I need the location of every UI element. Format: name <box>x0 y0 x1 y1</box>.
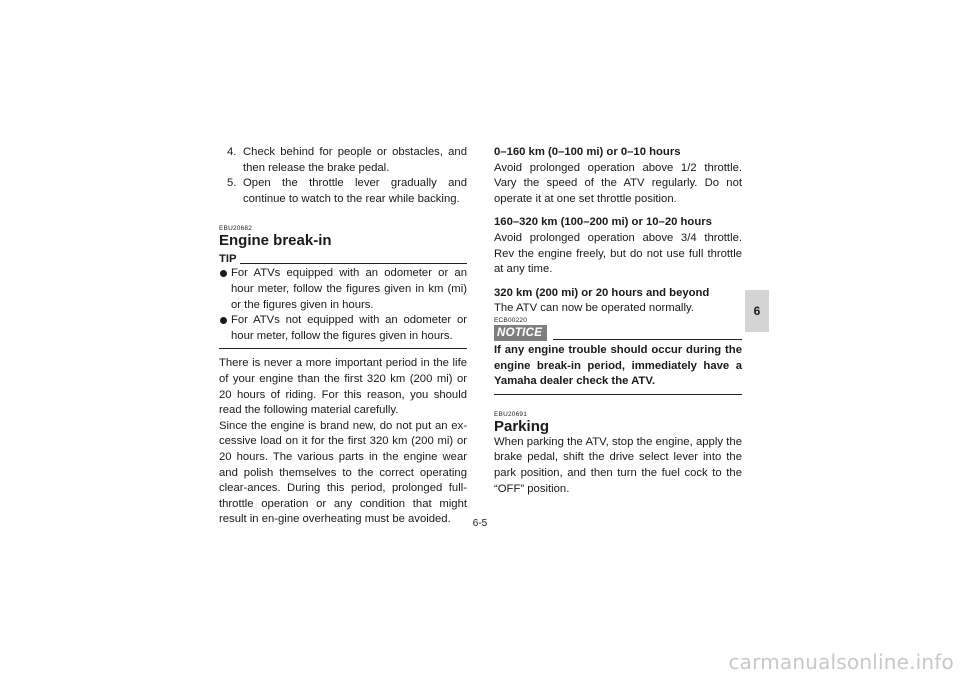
body-paragraph: Since the engine is brand new, do not put an ex-cessive load on it for the first 320 km (200 mi) or 20 hours. The various parts in the engine wear and polish themselves to the correct operating clear-ances. During this period, prolonged full-throttle operation or any condition that might result in en-gine overheating must be avoided. <box>219 419 467 526</box>
chapter-tab: 6 <box>745 290 769 332</box>
step-text: Open the throttle lever gradually and continue to watch to the rear while backing. <box>243 177 467 205</box>
stage-block <box>494 215 742 277</box>
page-number: 6-5 <box>472 518 488 529</box>
step-item <box>219 145 467 176</box>
step-text: Check behind for people or obstacles, and then release the brake pedal. <box>243 146 467 174</box>
tip-label: TIP <box>219 253 237 266</box>
stage-block <box>494 286 742 317</box>
stage-text: Avoid prolonged operation above 3/4 throttle. Rev the engine freely, but do not use full throttle at any time. <box>494 231 742 276</box>
tip-end-rule <box>219 348 467 349</box>
section-heading: Parking <box>494 417 550 435</box>
notice-label: NOTICE <box>494 325 547 341</box>
tip-rule <box>240 263 467 264</box>
section-code: EBU20691 <box>494 410 528 418</box>
section-heading: Engine break-in <box>219 232 332 250</box>
notice-rule <box>553 339 742 340</box>
tip-item <box>219 313 467 344</box>
tip-text: For ATVs not equipped with an odometer or hour meter, follow the figures given in hours. <box>231 314 467 342</box>
intro-paragraph: There is never a more important period in the life of your engine than the first 320 km (200 mi) or 20 hours of riding. For this reason, you should read the following material carefully. <box>219 357 467 417</box>
parking-paragraph: When parking the ATV, stop the engine, apply the brake pedal, shift the drive select lever into the park position, and then turn the fuel cock to the “OFF” position. <box>494 435 742 495</box>
notice-text: If any engine trouble should occur during the engine break-in period, immediately have a Yamaha dealer check the ATV. <box>494 343 742 388</box>
watermark: carmanualsonline.info <box>728 650 954 674</box>
stage-title: 320 km (200 mi) or 20 hours and beyond <box>494 286 710 299</box>
backing-steps <box>219 145 467 207</box>
step-item <box>219 176 467 207</box>
step-number: 5. <box>227 177 237 190</box>
stage-title: 160–320 km (100–200 mi) or 10–20 hours <box>494 216 712 229</box>
stage-block <box>494 145 742 207</box>
tip-header <box>219 253 467 266</box>
stage-title: 0–160 km (0–100 mi) or 0–10 hours <box>494 146 681 158</box>
tip-text: For ATVs equipped with an odometer or an hour meter, follow the figures given in km (mi) or the figures given in hours. <box>231 267 467 311</box>
stage-text: The ATV can now be operated normally. <box>494 302 694 315</box>
section-code: EBU20682 <box>219 225 253 233</box>
bullet-icon <box>220 270 227 277</box>
notice-header <box>494 325 742 341</box>
step-number: 4. <box>227 146 237 158</box>
notice-code: ECB00220 <box>494 316 528 324</box>
tip-list <box>219 266 467 344</box>
tip-item <box>219 266 467 313</box>
right-column <box>494 145 742 497</box>
bullet-icon <box>220 317 227 324</box>
stage-text: Avoid prolonged operation above 1/2 throttle. Vary the speed of the ATV regularly. Do not operate it at one set throttle position. <box>494 161 742 205</box>
left-column <box>219 145 467 528</box>
